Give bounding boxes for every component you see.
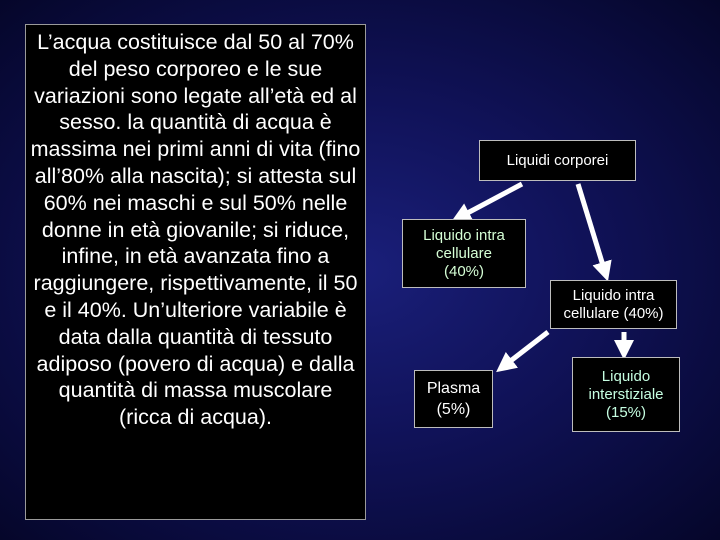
arrow-root-to-intra-right: [578, 184, 605, 272]
node-label-line: cellulare: [436, 244, 492, 262]
node-liquidi-corporei: [479, 140, 636, 181]
node-liquido-interstiziale: [572, 357, 680, 432]
node-label-line: interstiziale: [588, 385, 664, 403]
node-label-line: Liquido intra: [423, 226, 505, 244]
node-label-line: Liquido intra: [572, 286, 655, 304]
node-liquido-intracellulare-right: [550, 280, 677, 329]
node-label: Liquidi corporei: [506, 151, 609, 169]
node-label-line: cellulare (40%): [563, 304, 664, 322]
node-label-line: (15%): [605, 403, 646, 421]
node-label-line: Plasma: [426, 380, 481, 397]
description-paragraph: L’acqua costituisce dal 50 al 70% del peso corporeo e le sue variazioni sono legate all’età ed al sesso. la quantità di acqua è massima nei primi anni di vita (fino all’80% alla nascita); si attesta sul 60% nei maschi e sul 50% nelle donne in età giovanile; si riduce, infine, in età avanzata fino a raggiungere, rispettivamente, il 50 e il 40%. Un’ulteriore variabile è data dalla quantità di tessuto adiposo (povero di acqua) e dalla quantità di massa muscolare (ricca di acqua).: [30, 30, 361, 430]
node-label-line: (5%): [436, 401, 471, 418]
node-plasma: [414, 370, 493, 428]
node-label-line: (40%): [443, 262, 484, 280]
arrow-intra-to-plasma: [504, 332, 548, 366]
arrow-root-to-intra-left: [460, 184, 522, 217]
node-label-line: Liquido: [601, 367, 651, 385]
node-liquido-intracellulare-left: [402, 219, 526, 288]
